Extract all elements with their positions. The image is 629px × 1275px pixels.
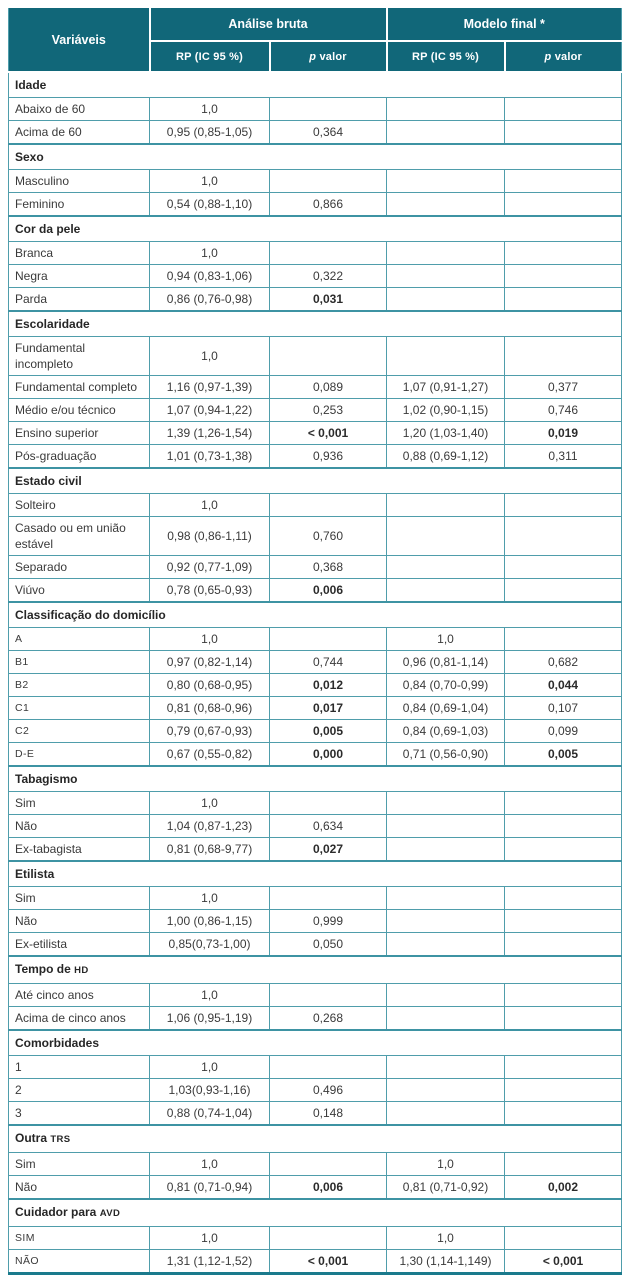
- rp-bruta-value: 0,85(0,73-1,00): [150, 933, 270, 957]
- rp-bruta-value: 0,81 (0,71-0,94): [150, 1176, 270, 1200]
- section-row: [9, 144, 622, 170]
- p-final-value: 0,746: [505, 399, 622, 422]
- p-final-value: [505, 579, 622, 603]
- variable-label: C2: [9, 720, 150, 743]
- section-title: Sexo: [9, 144, 622, 170]
- rp-bruta-value: 1,04 (0,87-1,23): [150, 815, 270, 838]
- variable-label: Solteiro: [9, 494, 150, 517]
- data-row: [9, 193, 622, 217]
- data-row: [9, 265, 622, 288]
- variable-label: Ex-tabagista: [9, 838, 150, 862]
- col-header-p-bruta: [270, 41, 387, 72]
- rp-final-value: [387, 815, 505, 838]
- p-bruta-value: 0,634: [270, 815, 387, 838]
- p-bruta-value: 0,005: [270, 720, 387, 743]
- data-row: [9, 1007, 622, 1031]
- rp-final-value: [387, 288, 505, 312]
- data-row: [9, 674, 622, 697]
- p-bruta-value: 0,006: [270, 1176, 387, 1200]
- p-final-value: [505, 1227, 622, 1250]
- p-bruta-value: [270, 1056, 387, 1079]
- p-final-value: [505, 1007, 622, 1031]
- section-row: [9, 602, 622, 628]
- rp-final-value: 0,84 (0,69-1,04): [387, 697, 505, 720]
- variable-label: Ex-etilista: [9, 933, 150, 957]
- rp-bruta-value: 1,0: [150, 98, 270, 121]
- p-final-value: [505, 792, 622, 815]
- rp-bruta-value: 1,07 (0,94-1,22): [150, 399, 270, 422]
- rp-final-value: 0,84 (0,70-0,99): [387, 674, 505, 697]
- rp-final-value: [387, 1079, 505, 1102]
- data-row: [9, 1056, 622, 1079]
- p-bruta-value: [270, 242, 387, 265]
- data-row: [9, 337, 622, 376]
- rp-final-value: 0,71 (0,56-0,90): [387, 743, 505, 767]
- section-row: [9, 311, 622, 337]
- data-row: [9, 1102, 622, 1126]
- rp-final-value: [387, 933, 505, 957]
- p-bruta-value: 0,031: [270, 288, 387, 312]
- variable-label: Masculino: [9, 170, 150, 193]
- variable-label: C1: [9, 697, 150, 720]
- rp-bruta-value: 0,81 (0,68-9,77): [150, 838, 270, 862]
- col-header-variaveis: Variáveis: [9, 8, 150, 72]
- rp-final-value: [387, 121, 505, 145]
- data-row: [9, 792, 622, 815]
- data-row: [9, 1250, 622, 1274]
- section-title: Outra TRS: [9, 1125, 622, 1153]
- p-final-value: [505, 815, 622, 838]
- rp-bruta-value: 0,78 (0,65-0,93): [150, 579, 270, 603]
- variable-label: Parda: [9, 288, 150, 312]
- rp-bruta-value: 1,0: [150, 1153, 270, 1176]
- rp-bruta-value: 1,0: [150, 792, 270, 815]
- data-row: [9, 288, 622, 312]
- section-title: Tabagismo: [9, 766, 622, 792]
- data-row: [9, 743, 622, 767]
- p-final-value: 0,682: [505, 651, 622, 674]
- section-title: Cuidador para AVD: [9, 1199, 622, 1227]
- p-final-value: < 0,001: [505, 1250, 622, 1274]
- p-final-value: [505, 1079, 622, 1102]
- p-bruta-value: [270, 887, 387, 910]
- table-body: [9, 72, 622, 1274]
- data-row: [9, 651, 622, 674]
- p-final-value: [505, 1153, 622, 1176]
- rp-bruta-value: 1,31 (1,12-1,52): [150, 1250, 270, 1274]
- variable-label: D-E: [9, 743, 150, 767]
- p-final-value: [505, 337, 622, 376]
- rp-bruta-value: 1,0: [150, 170, 270, 193]
- p-bruta-value: [270, 628, 387, 651]
- variable-label: Abaixo de 60: [9, 98, 150, 121]
- rp-final-value: [387, 838, 505, 862]
- rp-final-value: [387, 984, 505, 1007]
- p-bruta-value: 0,760: [270, 517, 387, 556]
- variable-label: B1: [9, 651, 150, 674]
- col-group-modelo-final: Modelo final *: [387, 8, 622, 41]
- data-row: [9, 910, 622, 933]
- data-row: [9, 887, 622, 910]
- p-final-value: 0,019: [505, 422, 622, 445]
- p-bruta-value: [270, 337, 387, 376]
- section-title-acronym: AVD: [99, 1208, 121, 1219]
- p-bruta-value: 0,936: [270, 445, 387, 469]
- rp-final-value: 1,0: [387, 1153, 505, 1176]
- variable-label: Viúvo: [9, 579, 150, 603]
- section-title: Escolaridade: [9, 311, 622, 337]
- section-row: [9, 216, 622, 242]
- rp-final-value: [387, 887, 505, 910]
- variable-label: Até cinco anos: [9, 984, 150, 1007]
- p-final-value: [505, 1102, 622, 1126]
- rp-bruta-value: 1,03(0,93-1,16): [150, 1079, 270, 1102]
- rp-bruta-value: 1,0: [150, 1056, 270, 1079]
- rp-bruta-value: 1,01 (0,73-1,38): [150, 445, 270, 469]
- variable-label: Fundamental completo: [9, 376, 150, 399]
- rp-bruta-value: 0,81 (0,68-0,96): [150, 697, 270, 720]
- variable-label: 1: [9, 1056, 150, 1079]
- p-final-value: [505, 170, 622, 193]
- rp-final-value: [387, 910, 505, 933]
- variable-label: Feminino: [9, 193, 150, 217]
- rp-final-value: [387, 792, 505, 815]
- p-final-value: [505, 556, 622, 579]
- p-final-value: [505, 121, 622, 145]
- rp-final-value: 0,84 (0,69-1,03): [387, 720, 505, 743]
- p-final-value: 0,005: [505, 743, 622, 767]
- p-bruta-value: [270, 98, 387, 121]
- p-final-value: [505, 193, 622, 217]
- rp-final-value: [387, 337, 505, 376]
- p-bruta-value: 0,368: [270, 556, 387, 579]
- p-italic: p: [309, 50, 317, 63]
- rp-bruta-value: 1,0: [150, 242, 270, 265]
- rp-final-value: 0,96 (0,81-1,14): [387, 651, 505, 674]
- p-bruta-value: [270, 984, 387, 1007]
- rp-bruta-value: 0,79 (0,67-0,93): [150, 720, 270, 743]
- rp-final-value: 0,88 (0,69-1,12): [387, 445, 505, 469]
- rp-bruta-value: 0,88 (0,74-1,04): [150, 1102, 270, 1126]
- col-header-p-final: [505, 41, 622, 72]
- data-row: [9, 579, 622, 603]
- rp-bruta-value: 0,54 (0,88-1,10): [150, 193, 270, 217]
- rp-bruta-value: 1,0: [150, 628, 270, 651]
- rp-final-value: 1,07 (0,91-1,27): [387, 376, 505, 399]
- rp-final-value: [387, 170, 505, 193]
- section-title-acronym: HD: [74, 965, 89, 976]
- rp-final-value: [387, 1056, 505, 1079]
- p-bruta-value: 0,006: [270, 579, 387, 603]
- p-valor-label: valor: [554, 50, 582, 63]
- data-row: [9, 1079, 622, 1102]
- variable-label: Pós-graduação: [9, 445, 150, 469]
- rp-bruta-value: 0,94 (0,83-1,06): [150, 265, 270, 288]
- p-final-value: [505, 838, 622, 862]
- variable-label: Negra: [9, 265, 150, 288]
- section-row: [9, 956, 622, 984]
- p-bruta-value: 0,012: [270, 674, 387, 697]
- p-final-value: [505, 984, 622, 1007]
- p-final-value: [505, 1056, 622, 1079]
- rp-bruta-value: 0,97 (0,82-1,14): [150, 651, 270, 674]
- variable-label: Branca: [9, 242, 150, 265]
- rp-bruta-value: 1,0: [150, 1227, 270, 1250]
- p-bruta-value: 0,027: [270, 838, 387, 862]
- section-row: [9, 766, 622, 792]
- rp-final-value: [387, 517, 505, 556]
- p-bruta-value: 0,268: [270, 1007, 387, 1031]
- p-bruta-value: 0,866: [270, 193, 387, 217]
- section-row: [9, 1030, 622, 1056]
- p-bruta-value: [270, 1227, 387, 1250]
- variable-label: Separado: [9, 556, 150, 579]
- data-row: [9, 121, 622, 145]
- rp-bruta-value: 0,98 (0,86-1,11): [150, 517, 270, 556]
- rp-final-value: 1,02 (0,90-1,15): [387, 399, 505, 422]
- p-final-value: [505, 242, 622, 265]
- rp-final-value: [387, 1007, 505, 1031]
- section-title: Etilista: [9, 861, 622, 887]
- variable-label: 3: [9, 1102, 150, 1126]
- section-title: Classificação do domicílio: [9, 602, 622, 628]
- variable-label: B2: [9, 674, 150, 697]
- p-final-value: [505, 98, 622, 121]
- data-row: [9, 720, 622, 743]
- col-header-rp-final: RP (IC 95 %): [387, 41, 505, 72]
- section-title: Tempo de HD: [9, 956, 622, 984]
- variable-label: Sim: [9, 1153, 150, 1176]
- rp-final-value: 1,0: [387, 1227, 505, 1250]
- rp-final-value: [387, 265, 505, 288]
- p-bruta-value: 0,050: [270, 933, 387, 957]
- p-bruta-value: 0,744: [270, 651, 387, 674]
- rp-final-value: [387, 579, 505, 603]
- rp-bruta-value: 1,16 (0,97-1,39): [150, 376, 270, 399]
- variable-label: SIM: [9, 1227, 150, 1250]
- section-title-acronym: TRS: [50, 1134, 71, 1145]
- data-row: [9, 517, 622, 556]
- p-italic: p: [544, 50, 552, 63]
- data-row: [9, 98, 622, 121]
- section-title: Idade: [9, 72, 622, 98]
- rp-bruta-value: 1,0: [150, 984, 270, 1007]
- p-valor-label: valor: [319, 50, 347, 63]
- variable-label: Sim: [9, 887, 150, 910]
- p-bruta-value: 0,496: [270, 1079, 387, 1102]
- data-row: [9, 422, 622, 445]
- data-row: [9, 399, 622, 422]
- p-bruta-value: < 0,001: [270, 1250, 387, 1274]
- p-bruta-value: 0,148: [270, 1102, 387, 1126]
- p-bruta-value: 0,364: [270, 121, 387, 145]
- variable-label: Sim: [9, 792, 150, 815]
- variable-label: Fundamental incompleto: [9, 337, 150, 376]
- rp-bruta-value: 1,0: [150, 887, 270, 910]
- rp-bruta-value: 0,86 (0,76-0,98): [150, 288, 270, 312]
- data-row: [9, 445, 622, 469]
- p-final-value: 0,377: [505, 376, 622, 399]
- p-final-value: [505, 494, 622, 517]
- variable-label: Acima de 60: [9, 121, 150, 145]
- rp-final-value: [387, 193, 505, 217]
- variable-label: Casado ou em união estável: [9, 517, 150, 556]
- rp-bruta-value: 1,0: [150, 337, 270, 376]
- rp-final-value: 0,81 (0,71-0,92): [387, 1176, 505, 1200]
- rp-bruta-value: 0,95 (0,85-1,05): [150, 121, 270, 145]
- rp-bruta-value: 1,0: [150, 494, 270, 517]
- p-bruta-value: [270, 170, 387, 193]
- p-bruta-value: 0,253: [270, 399, 387, 422]
- p-final-value: 0,002: [505, 1176, 622, 1200]
- data-row: [9, 1227, 622, 1250]
- p-final-value: [505, 887, 622, 910]
- rp-bruta-value: 0,92 (0,77-1,09): [150, 556, 270, 579]
- variable-label: Médio e/ou técnico: [9, 399, 150, 422]
- p-final-value: 0,311: [505, 445, 622, 469]
- data-row: [9, 1176, 622, 1200]
- p-final-value: [505, 517, 622, 556]
- p-bruta-value: 0,999: [270, 910, 387, 933]
- data-row: [9, 697, 622, 720]
- rp-bruta-value: 1,39 (1,26-1,54): [150, 422, 270, 445]
- variable-label: Não: [9, 910, 150, 933]
- p-bruta-value: [270, 1153, 387, 1176]
- data-row: [9, 838, 622, 862]
- section-row: [9, 72, 622, 98]
- data-row: [9, 984, 622, 1007]
- p-bruta-value: < 0,001: [270, 422, 387, 445]
- rp-bruta-value: 0,67 (0,55-0,82): [150, 743, 270, 767]
- variable-label: A: [9, 628, 150, 651]
- section-title: Comorbidades: [9, 1030, 622, 1056]
- rp-final-value: 1,0: [387, 628, 505, 651]
- rp-final-value: 1,30 (1,14-1,149): [387, 1250, 505, 1274]
- rp-bruta-value: 0,80 (0,68-0,95): [150, 674, 270, 697]
- p-final-value: 0,107: [505, 697, 622, 720]
- section-row: [9, 468, 622, 494]
- rp-final-value: [387, 242, 505, 265]
- col-group-analise-bruta: Análise bruta: [150, 8, 387, 41]
- variable-label: Acima de cinco anos: [9, 1007, 150, 1031]
- p-bruta-value: 0,089: [270, 376, 387, 399]
- p-bruta-value: 0,017: [270, 697, 387, 720]
- p-bruta-value: [270, 494, 387, 517]
- rp-final-value: 1,20 (1,03-1,40): [387, 422, 505, 445]
- col-header-rp-bruta: RP (IC 95 %): [150, 41, 270, 72]
- variable-label: 2: [9, 1079, 150, 1102]
- section-row: [9, 1125, 622, 1153]
- p-bruta-value: 0,000: [270, 743, 387, 767]
- p-final-value: [505, 288, 622, 312]
- data-row: [9, 376, 622, 399]
- p-bruta-value: 0,322: [270, 265, 387, 288]
- p-final-value: [505, 910, 622, 933]
- data-row: [9, 628, 622, 651]
- variable-label: Ensino superior: [9, 422, 150, 445]
- p-final-value: [505, 628, 622, 651]
- p-bruta-value: [270, 792, 387, 815]
- section-row: [9, 1199, 622, 1227]
- rp-final-value: [387, 556, 505, 579]
- section-title: Cor da pele: [9, 216, 622, 242]
- p-final-value: [505, 265, 622, 288]
- analysis-table: [8, 8, 622, 1275]
- data-row: [9, 170, 622, 193]
- variable-label: NÃO: [9, 1250, 150, 1274]
- variable-label: Não: [9, 815, 150, 838]
- data-row: [9, 815, 622, 838]
- section-row: [9, 861, 622, 887]
- rp-final-value: [387, 494, 505, 517]
- data-row: [9, 494, 622, 517]
- data-row: [9, 1153, 622, 1176]
- data-row: [9, 242, 622, 265]
- section-title: Estado civil: [9, 468, 622, 494]
- rp-final-value: [387, 98, 505, 121]
- variable-label: Não: [9, 1176, 150, 1200]
- p-final-value: 0,099: [505, 720, 622, 743]
- p-final-value: 0,044: [505, 674, 622, 697]
- rp-bruta-value: 1,00 (0,86-1,15): [150, 910, 270, 933]
- data-row: [9, 933, 622, 957]
- data-row: [9, 556, 622, 579]
- rp-final-value: [387, 1102, 505, 1126]
- table-header: [9, 8, 622, 72]
- rp-bruta-value: 1,06 (0,95-1,19): [150, 1007, 270, 1031]
- p-final-value: [505, 933, 622, 957]
